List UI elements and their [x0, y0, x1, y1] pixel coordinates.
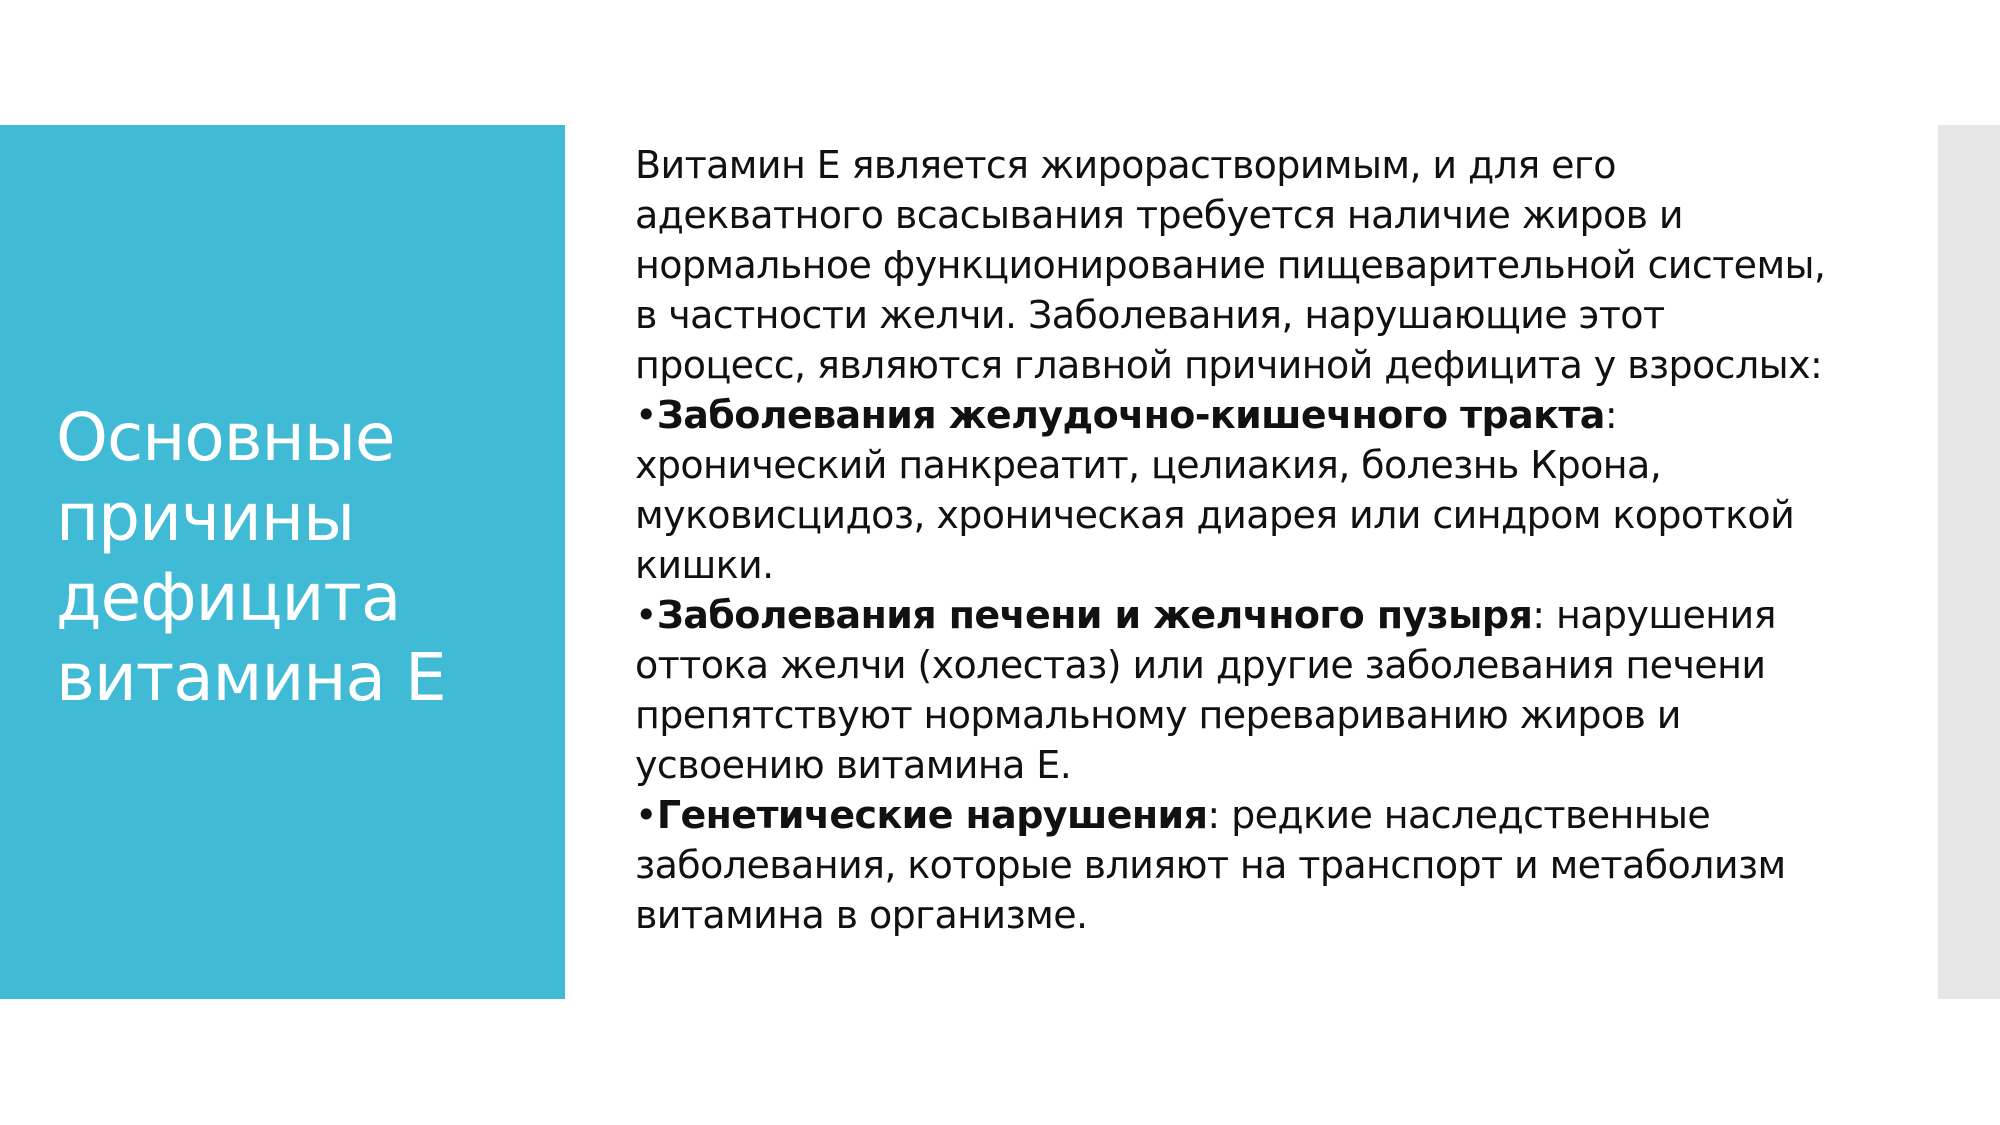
bullet-separator: : [1604, 393, 1618, 437]
bullet-item-liver [635, 590, 1835, 790]
bullet-separator: : [1207, 793, 1220, 837]
bullet-marker: • [635, 593, 657, 637]
slide-title: Основные причины дефицита витамина Е [56, 399, 446, 716]
bullet-text: хронический панкреатит, целиакия, болезнь Крона, муковисцидоз, хроническая диарея или синдром короткой кишки. [635, 443, 1795, 587]
bullet-heading: Заболевания печени и желчного пузыря [656, 593, 1533, 637]
bullet-text: нарушения оттока желчи (холестаз) или другие заболевания печени препятствуют нормальному перевариванию жиров и усвоению витамина Е. [635, 593, 1776, 787]
bullet-heading: Заболевания желудочно-кишечного тракта [656, 393, 1605, 437]
slide-body [635, 140, 1835, 940]
bullet-separator: : [1532, 593, 1545, 637]
right-accent-strip [1938, 125, 2000, 999]
bullet-item-genetic [635, 790, 1835, 940]
bullet-marker: • [635, 793, 657, 837]
bullet-marker: • [635, 393, 657, 437]
bullet-text: редкие наследственные заболевания, которые влияют на транспорт и метаболизм витамина в организме. [635, 793, 1786, 937]
intro-paragraph: Витамин Е является жирорастворимым, и для его адекватного всасывания требуется наличие жиров и нормальное функционирование пищеварительной системы, в частности желчи. Заболевания, нарушающие этот процесс, являются главной причиной дефицита у взрослых: [635, 143, 1826, 387]
bullet-heading: Генетические нарушения [656, 793, 1208, 837]
bullet-item-gi [635, 390, 1835, 590]
